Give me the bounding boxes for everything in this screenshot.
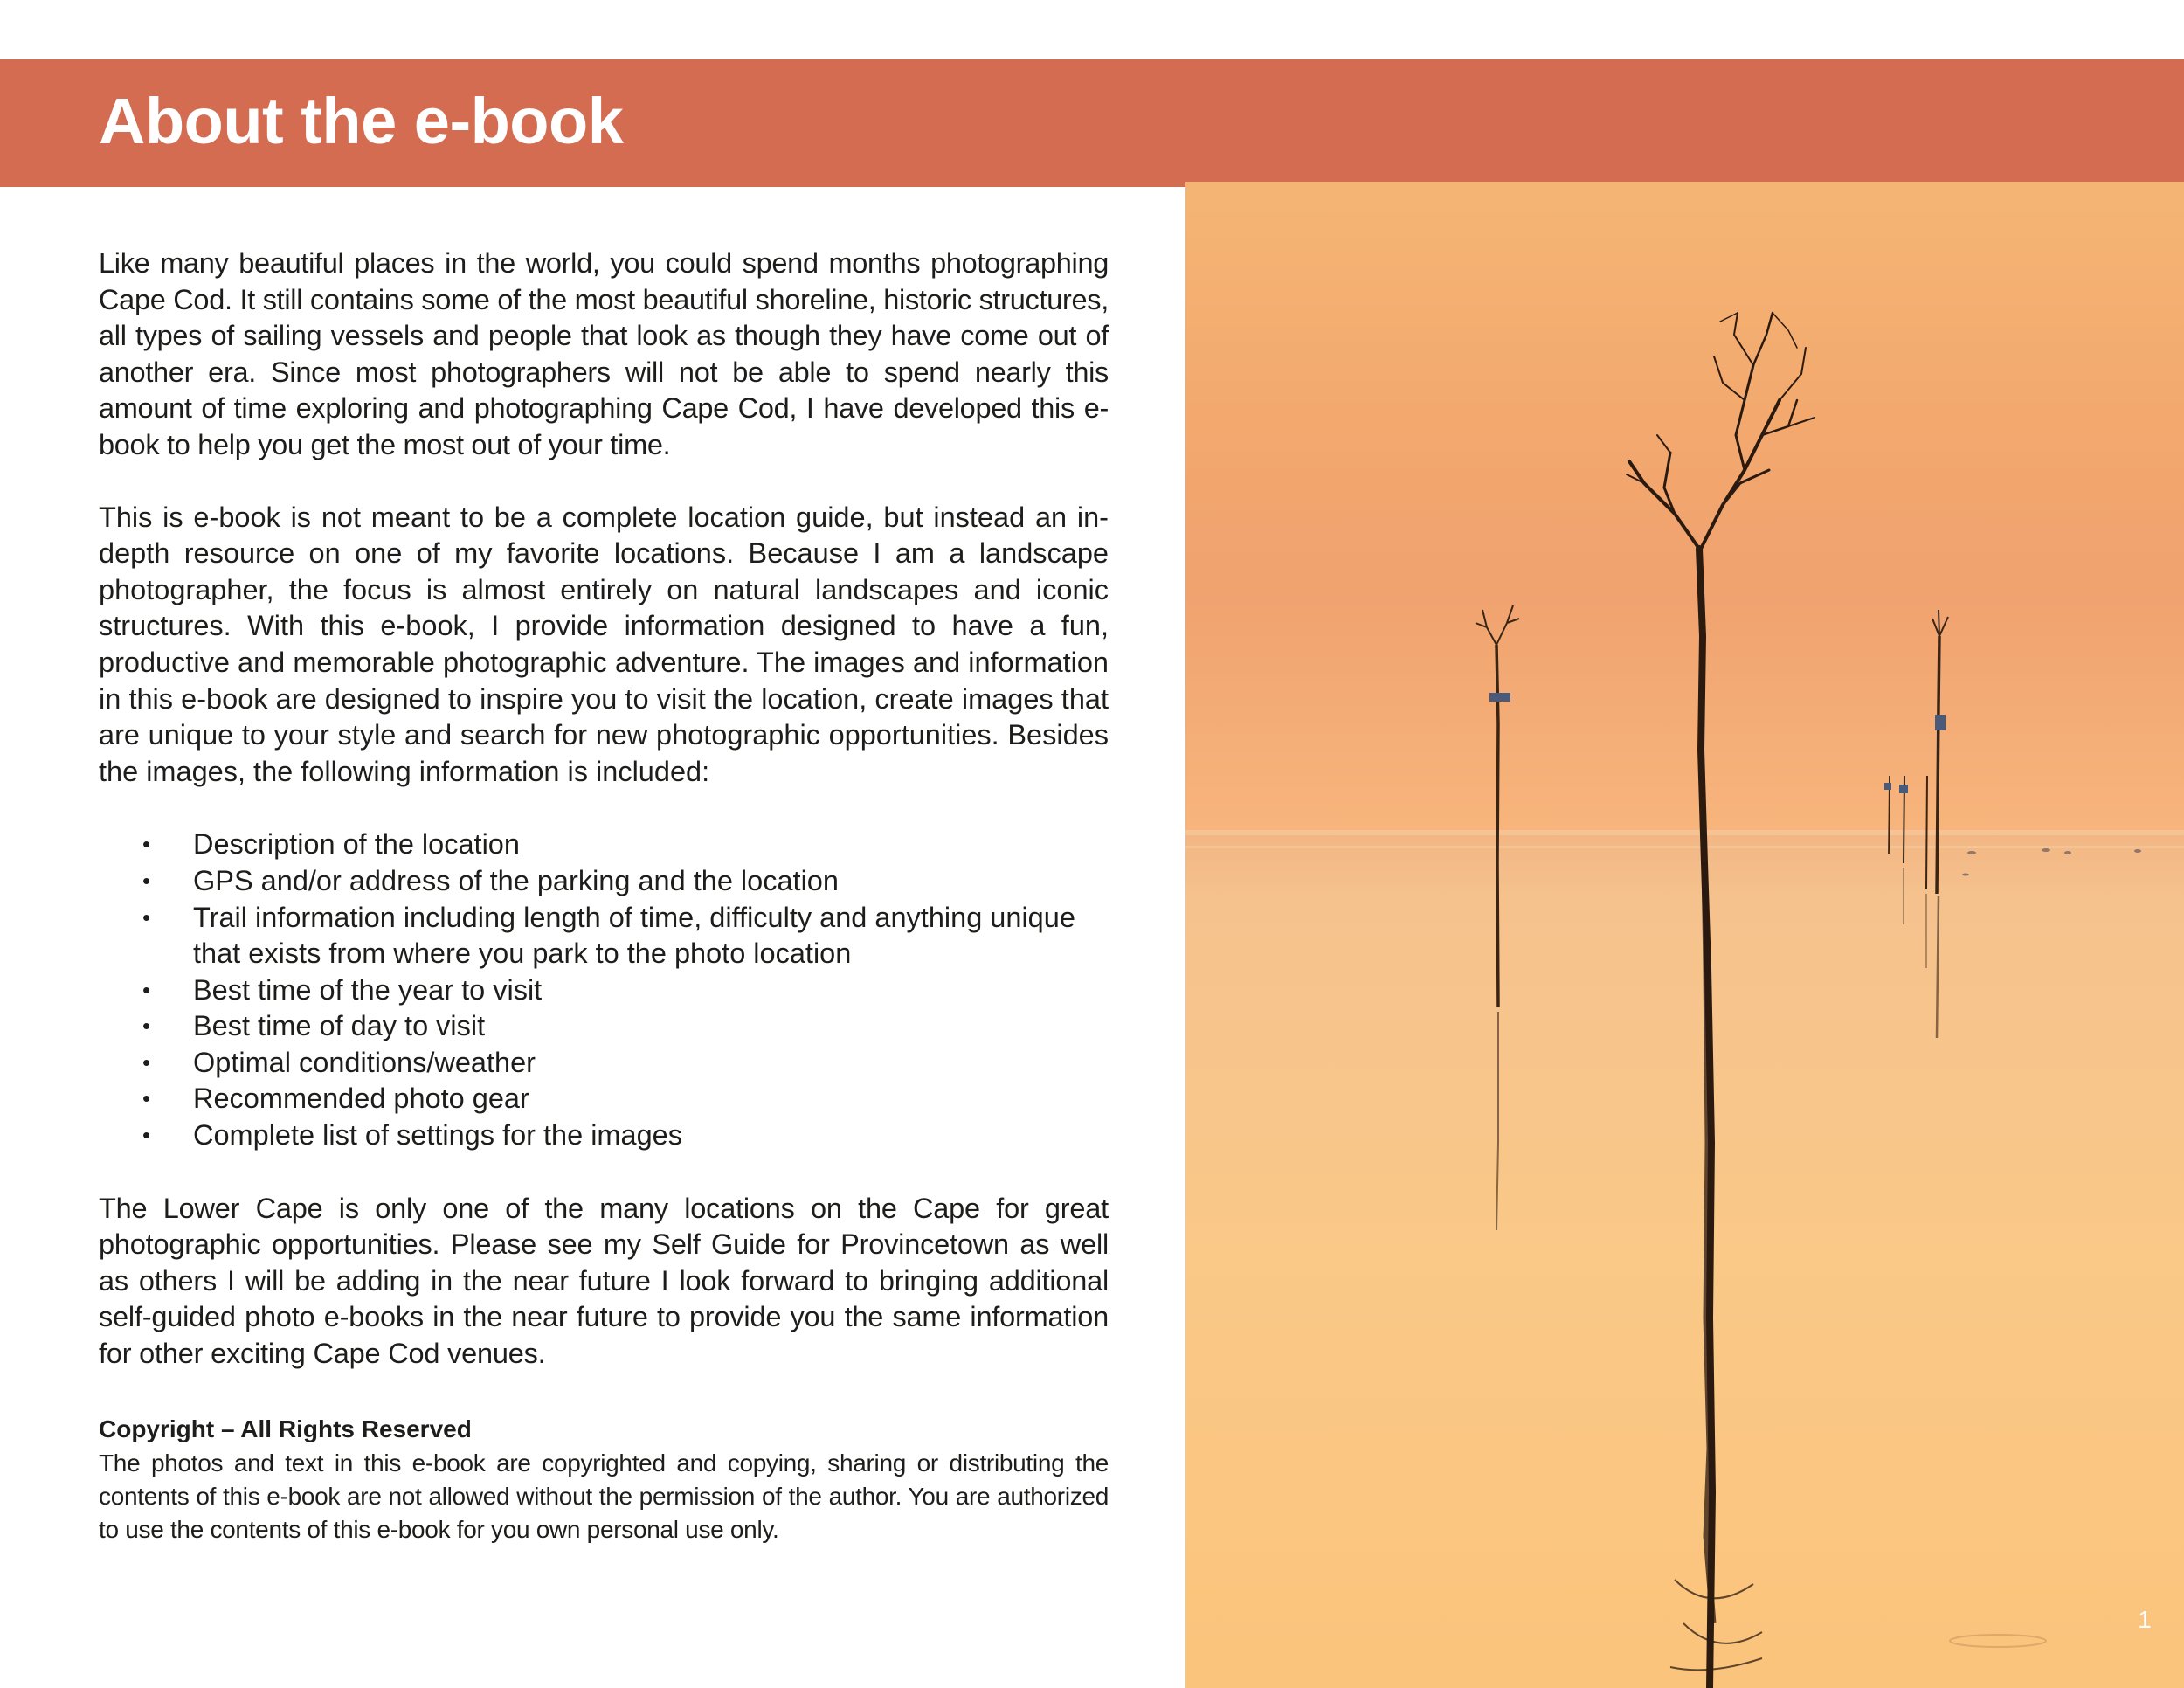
bullet-icon: • xyxy=(142,1085,151,1112)
bullet-icon: • xyxy=(142,1013,151,1040)
bullet-icon: • xyxy=(142,903,151,930)
included-info-list xyxy=(99,827,1109,1153)
list-item: • Trail information including length of time, difficulty and anything unique that exists from where you park to the photo location xyxy=(142,901,1075,970)
copyright-heading: Copyright – All Rights Reserved xyxy=(99,1415,472,1442)
intro-paragraph: Like many beautiful places in the world, you could spend months photographing Cape Cod. It still contains some of the most beautiful shoreline, historic structures, all types of sailing vessels and people that look as though they have come out of another era. Since most photographers will not be able to spend nearly this amount of time exploring and photographing Cape Cod, I have developed this e-book to help you get the most out of your time. xyxy=(99,247,1109,460)
sunset-tree-reflection-photo xyxy=(1185,182,2184,1688)
list-item: • Best time of day to visit xyxy=(99,1008,1109,1045)
body-text-column xyxy=(99,246,1109,1546)
bullet-icon: • xyxy=(142,867,151,894)
list-item: • Complete list of settings for the images xyxy=(99,1117,1109,1154)
page-number: 1 xyxy=(2138,1606,2152,1633)
bullet-icon: • xyxy=(142,831,151,858)
bullet-icon: • xyxy=(142,1122,151,1149)
list-item: • Recommended photo gear xyxy=(99,1081,1109,1117)
closing-paragraph: The Lower Cape is only one of the many locations on the Cape for great photographic opportunities. Please see my Self Guide for Provincetown as well as others I will be adding in the near future I look forward to bringing additional self-guided photo e-books in the near future to provide you the same information for other exciting Cape Cod venues. xyxy=(99,1192,1109,1370)
bullet-icon: • xyxy=(142,976,151,1003)
purpose-paragraph: This is e-book is not meant to be a complete location guide, but instead an in-depth resource on one of my favorite locations. Because I am a landscape photographer, the focus is almost entirely on natural landscapes and iconic structures. With this e-book, I provide information designed to have a fun, productive and memorable photographic adventure. The images and information in this e-book are designed to inspire you to visit the location, create images that are unique to your style and search for new photographic opportunities. Besides the images, the following information is included: xyxy=(99,501,1109,787)
page-title: About the e-book xyxy=(99,85,624,157)
bullet-icon: • xyxy=(142,1048,151,1076)
list-item: • Description of the location xyxy=(99,827,1109,863)
list-item: • GPS and/or address of the parking and the location xyxy=(99,863,1109,900)
copyright-text: The photos and text in this e-book are copyrighted and copying, sharing or distributing the contents of this e-book are not allowed without the permission of the author. You are authorized to use the contents of this e-book for you own personal use only. xyxy=(99,1449,1109,1543)
list-item: • Optimal conditions/weather xyxy=(99,1045,1109,1082)
list-item: • Best time of the year to visit xyxy=(99,972,1109,1009)
